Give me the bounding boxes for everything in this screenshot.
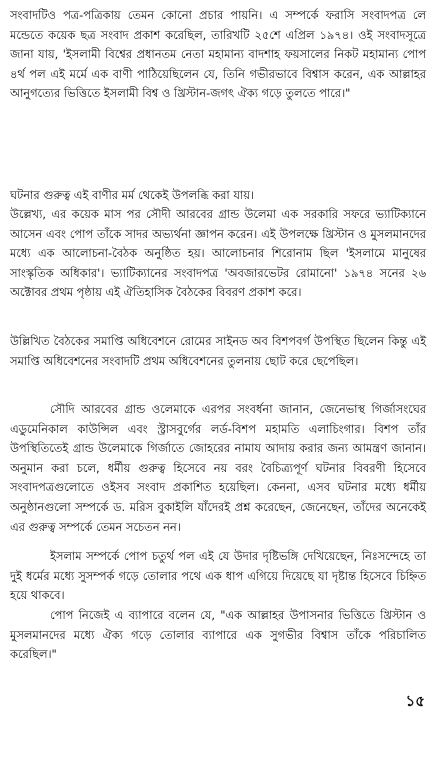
paragraph-1: সংবাদটিও পত্র-পত্রিকায় তেমন কোনো প্রচার পায়নি। এ সম্পর্কে ফরাসি সংবাদপত্র লে মন্ডেতে কয়েক ছত্র সংবাদ প্রকাশ করেছিল, তারিখটি ২৫শে এপ্রিল ১৯৭৪। ওই সংবাদসূত্রে জানা যায়, 'ইসলামী বিশ্বের প্রধানতম নেতা মহামান্য বাদশাহ ফয়সালের নিকট মহামান্য পোপ ৪র্থ পল এই মর্মে এক বাণী পাঠিয়েছিলেন যে, তিনি গভীরভাবে বিশ্বাস করেন, এক আল্লাহর আনুগত্যের ভিত্তিতে ইসলামী বিশ্ব ও খ্রিস্টান-জগৎ ঐক্য গড়ে তুলতে পারে।": [10, 8, 426, 101]
paragraph-4: উল্লিখিত বৈঠকের সমাপ্তি অধিবেশনে রোমের সাইনড অব বিশপবর্গ উপস্থিত ছিলেন কিন্তু এই সমাপ্তি অধিবেশনের সংবাদটি প্রথম অধিবেশনের তুলনায় ছোট করে ছেপেছিল।: [10, 334, 426, 368]
paragraph-2: ঘটনার গুরুত্ব এই বাণীর মর্ম থেকেই উপলব্ধি করা যায়।: [10, 188, 254, 202]
paragraph-5: সৌদি আরবের গ্রান্ড ওলেমাকে এরপর সংবর্ধনা জানান, জেনেভাস্থ গির্জাসংঘের এডুমেনিকাল কাউন্সিল এবং স্ট্রাসবুর্গের লর্ড-বিশপ মহামতি এলাচিংগার। বিশপ তাঁর উপস্থিতিতেই গ্রান্ড উলেমাকে গির্জাতে জোহরের নামায আদায় করার জন্য আমন্ত্রণ জানান। অনুমান করা চলে, ধর্মীয় গুরুত্ব হিসেবে নয় বরং বৈচিত্র্যপূর্ণ ঘটনার বিবরণী হিসেবে সংবাদপত্রগুলোতে ওইসব সংবাদ প্রকাশিত হয়েছিল। কেননা, এসব ঘটনার মধ্যে ধর্মীয় অনুষ্ঠানগুলো সম্পর্কে ড. মরিস বুকাইলি যাঁদেরই প্রশ্ন করেছেন, জেনেছেন, তাঁদের অনেকেই এর গুরুত্ব সম্পর্কে তেমন সচেতন নন।: [10, 402, 426, 534]
paragraph-3: উল্লেখ্য, এর কয়েক মাস পর সৌদী আরবের গ্রান্ড উলেমা এক সরকারি সফরে ভ্যাটিক্যানে আসেন এবং পোপ তাঁকে সাদর অভ্যর্থনা জ্ঞাপন করেন। এই উপলক্ষে খ্রিস্টান ও মুসলমানদের মধ্যে এক আলোচনা-বৈঠক অনুষ্ঠিত হয়। আলোচনার শিরোনাম ছিল 'ইসলামে মানুষের সাংস্কৃতিক অধিকার'। ভ্যাটিক্যানের সংবাদপত্র 'অবজারভেটর রোমানো' ১৯৭৪ সনের ২৬ অক্টোবর প্রথম পৃষ্ঠায় এই ঐতিহাসিক বৈঠকের বিবরণ প্রকাশ করে।: [10, 207, 426, 300]
page-number: ১৫: [405, 692, 425, 710]
paragraph-6: ইসলাম সম্পর্কে পোপ চতুর্থ পল এই যে উদার দৃষ্টিভঙ্গি দেখিয়েছেন, নিঃসন্দেহে তা দুই ধর্মের মধ্যে সুসম্পর্ক গড়ে তোলার পথে এক ধাপ এগিয়ে দিয়েছে যা দৃষ্টান্ত হিসেবে চিহ্নিত হয়ে থাকবে।: [10, 549, 426, 603]
paragraph-7: পোপ নিজেই এ ব্যাপারে বলেন যে, "এক আল্লাহর উপাসনার ভিত্তিতে খ্রিস্টান ও মুসলমানদের মধ্যে ঐক্য গড়ে তোলার ব্যাপারে এক সুগভীর বিশ্বাস তাঁকে পরিচালিত করেছিল।": [10, 608, 426, 662]
